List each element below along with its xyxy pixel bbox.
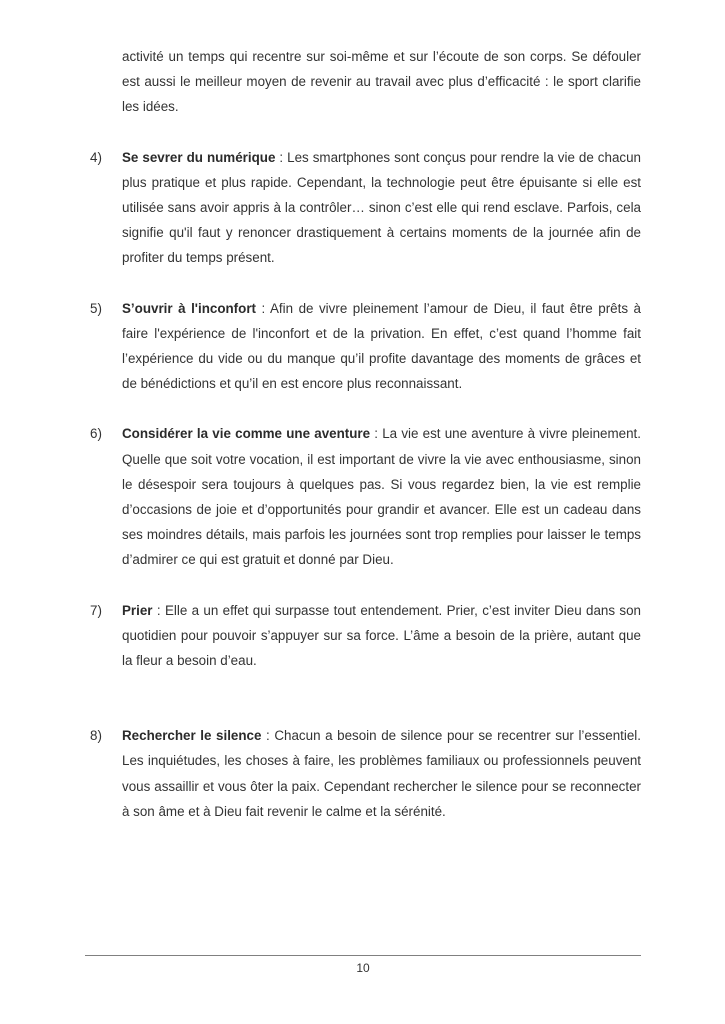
list-marker: 5) [90, 300, 102, 316]
paragraph-spacer [90, 271, 641, 296]
list-item-text [122, 421, 641, 572]
paragraph-spacer [90, 573, 641, 598]
list-item-text [122, 145, 641, 271]
list-item-lead: Considérer la vie comme une aventure [122, 426, 371, 442]
list-item [90, 145, 641, 271]
paragraph-spacer [90, 120, 641, 145]
list-item-body: : La vie est une aventure à vivre pleinement. Quelle que soit votre vocation, il est important de vivre la vie avec enthousiasme, sinon le désespoir sera toujours à quelques pas. Si vous regardez bien, la vie est remplie d’occasions de joie et d’opportunités pour grandir et avancer. Elle est un cadeau dans ses moindres détails, mais parfois les journées sont trop remplies pour laisser le temps d’admirer ce qui est gratuit et donné par Dieu. [122, 426, 641, 568]
footer-divider [85, 955, 641, 956]
list-marker: 7) [90, 602, 102, 618]
list-item-body: : Les smartphones sont conçus pour rendre la vie de chacun plus pratique et plus rapide. Cependant, la technologie peut être épuisante si elle est utilisée sans avoir appris à la contrôler… sinon c’est elle qui rend esclave. Parfois, cela signifie qu'il faut y renoncer drastiquement à certains moments de la journée afin de profiter du temps présent. [122, 149, 641, 266]
list-item-body: : Afin de vivre pleinement l’amour de Dieu, il faut être prêts à faire l'expérience de l'inconfort et de la privation. En effet, c’est quand l’homme fait l’expérience du vide ou du manque qu’il profite davantage des moments de grâces et de bénédictions et qu’il en est encore plus reconnaissant. [122, 300, 641, 392]
page-content [90, 44, 641, 824]
list-item-text [122, 723, 641, 824]
paragraph-spacer [90, 396, 641, 421]
list-item-body: : Elle a un effet qui surpasse tout entendement. Prier, c’est inviter Dieu dans son quotidien pour pouvoir s’appuyer sur sa force. L’âme a besoin de la prière, autant que la fleur a besoin d’eau. [122, 602, 641, 669]
list-marker: 4) [90, 149, 102, 165]
list-marker: 6) [90, 426, 102, 442]
list-item-text [122, 598, 641, 674]
list-item-lead: Se sevrer du numérique [122, 149, 276, 165]
list-item-lead: Prier [122, 602, 153, 618]
list-item-body: : Chacun a besoin de silence pour se recentrer sur l’essentiel. Les inquiétudes, les choses à faire, les problèmes familiaux ou professionnels peuvent vous assaillir et vous ôter la paix. Cependant rechercher le silence pour se reconnecter à son âme et à Dieu fait revenir le calme et la sérénité. [122, 728, 641, 819]
list-item-lead: Rechercher le silence [122, 728, 262, 744]
list-item-text [122, 296, 641, 397]
page-footer [85, 955, 641, 976]
list-item [90, 723, 641, 824]
page-number: 10 [356, 961, 370, 975]
list-item-lead: S’ouvrir à l'inconfort [122, 300, 256, 316]
list-item [90, 598, 641, 674]
list-item [90, 421, 641, 572]
list-marker: 8) [90, 728, 102, 744]
list-item [90, 296, 641, 397]
paragraph-spacer-large [90, 673, 641, 723]
continuation-paragraph: activité un temps qui recentre sur soi-même et sur l’écoute de son corps. Se défouler est aussi le meilleur moyen de revenir au travail avec plus d’efficacité : le sport clarifie les idées. [122, 49, 641, 115]
